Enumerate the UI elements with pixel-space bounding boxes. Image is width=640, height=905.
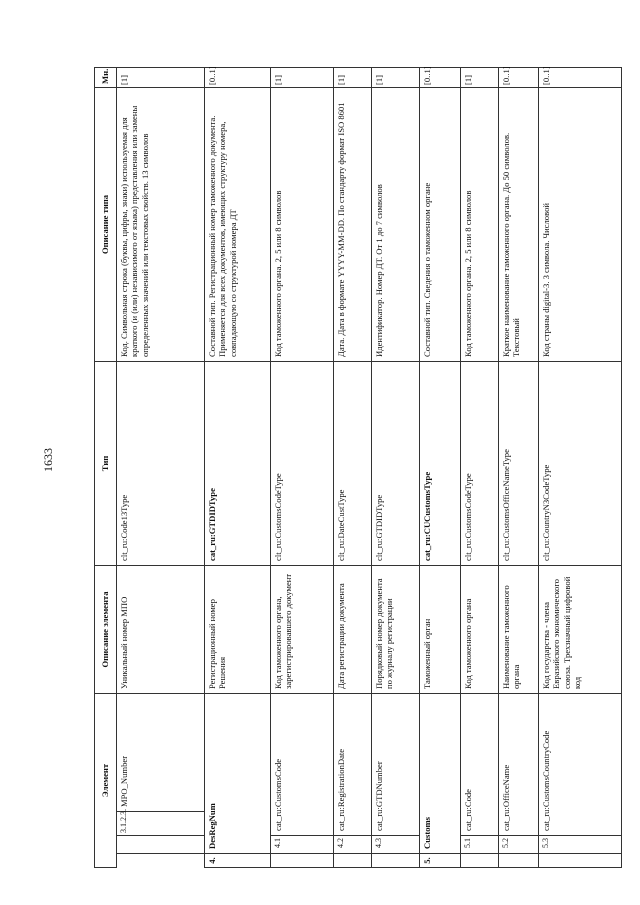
occurrence: [1] <box>271 67 334 87</box>
element-description: Код таможенного органа, зарегистрировавшего документ <box>271 565 334 693</box>
element-type: clt_ru:Code13Type <box>117 361 205 565</box>
table-row <box>205 67 271 867</box>
table-row <box>499 67 539 867</box>
header-element-description: Описание элемента <box>95 565 117 693</box>
row-number: 3.1.2.3. <box>117 812 205 836</box>
table-row <box>539 67 622 867</box>
row-number: 5. <box>420 854 461 868</box>
element-description: Уникальный номер МПО <box>117 565 205 693</box>
row-number: 4.2 <box>334 836 372 854</box>
element-type: cat_ru:CUCustomsType <box>420 361 461 565</box>
element-name: cat_ru:CustomsCountryCode <box>539 693 622 835</box>
element-type: clt_ru:CustomsOfficeNameType <box>499 361 539 565</box>
table-row <box>372 67 420 867</box>
header-type: Тип <box>95 361 117 565</box>
element-type: clt_ru:CountryN3CodeType <box>539 361 622 565</box>
occurrence: [1] <box>372 67 420 87</box>
element-description: Регистрационный номер Решения <box>205 565 271 693</box>
element-name: cat_ru:CustomsCode <box>271 693 334 835</box>
type-description: Код таможенного органа. 2, 5 или 8 символов <box>271 87 334 361</box>
element-type: clt_ru:CustomsCodeType <box>271 361 334 565</box>
occurrence: [0..1] <box>499 67 539 87</box>
page-number: 1633 <box>41 448 55 472</box>
table-row <box>117 67 205 867</box>
table-row <box>461 67 499 867</box>
element-name: cat_ru:Code <box>461 693 499 835</box>
occurrence: [1] <box>334 67 372 87</box>
occurrence: [0..1] <box>539 67 622 87</box>
type-description: Код таможенного органа. 2, 5 или 8 символов <box>461 87 499 361</box>
element-type: cat_ru:GTDIDType <box>205 361 271 565</box>
table-header-row <box>95 67 117 867</box>
row-number: 5.2 <box>499 836 539 854</box>
element-spec-table <box>94 67 622 868</box>
element-name: Customs <box>420 693 461 853</box>
element-type: clt_ru:DateCustType <box>334 361 372 565</box>
type-description: Дата. Дата в формате YYYY-MM-DD. По стандарту формат ISO 8601 <box>334 87 372 361</box>
element-name: cat_ru:RegistrationDate <box>334 693 372 835</box>
element-name: MPO_Number <box>117 693 205 811</box>
element-description: Наименование таможенного органа <box>499 565 539 693</box>
occurrence: [1] <box>461 67 499 87</box>
row-number: 5.3 <box>539 836 622 854</box>
element-name: DesRegNum <box>205 693 271 853</box>
rotated-page-content <box>94 68 622 868</box>
element-description: Код таможенного органа <box>461 565 499 693</box>
row-number: 4.3 <box>372 836 420 854</box>
type-description: Составной тип. Сведения о таможенном органе <box>420 87 461 361</box>
type-description: Код. Символьная строка (буквы, цифры, знаки) используемая для краткого (и (или) независимого от языка) представления или замены определенных значений или текстовых свойств. 13 символов <box>117 87 205 361</box>
header-type-description: Описание типа <box>95 87 117 361</box>
element-description: Таможенный орган <box>420 565 461 693</box>
element-description: Код государства - члена Евразийского экономического союза. Трехзначный цифровой код <box>539 565 622 693</box>
element-description: Порядковый номер документа по журналу регистрации <box>372 565 420 693</box>
type-description: Код страны digital-3. 3 символа. Числовой <box>539 87 622 361</box>
occurrence: [0..1] <box>420 67 461 87</box>
row-number: 4.1 <box>271 836 334 854</box>
row-number: 4. <box>205 854 271 868</box>
occurrence: [0..1] <box>205 67 271 87</box>
table-row <box>420 67 461 867</box>
table-row <box>271 67 334 867</box>
element-name: cat_ru:GTDNumber <box>372 693 420 835</box>
type-description: Идентификатор. Номер ДТ. От 1 до 7 символов <box>372 87 420 361</box>
element-description: Дата регистрации документа <box>334 565 372 693</box>
header-occurrence: Мн. <box>95 67 117 87</box>
element-type: clt_ru:CustomsCodeType <box>461 361 499 565</box>
element-name: cat_ru:OfficeName <box>499 693 539 835</box>
table-row <box>334 67 372 867</box>
occurrence: [1] <box>117 67 205 87</box>
type-description: Составной тип. Регистрационный номер таможенного документа. Применяется для всех документов, имеющих структуру номера, совпадающую со структурой номера ДТ <box>205 87 271 361</box>
header-element: Элемент <box>95 693 117 867</box>
row-number: 5.1 <box>461 836 499 854</box>
element-type: clt_ru:GTDIDType <box>372 361 420 565</box>
type-description: Краткое наименование таможенного органа. До 50 символов. Текстовый <box>499 87 539 361</box>
